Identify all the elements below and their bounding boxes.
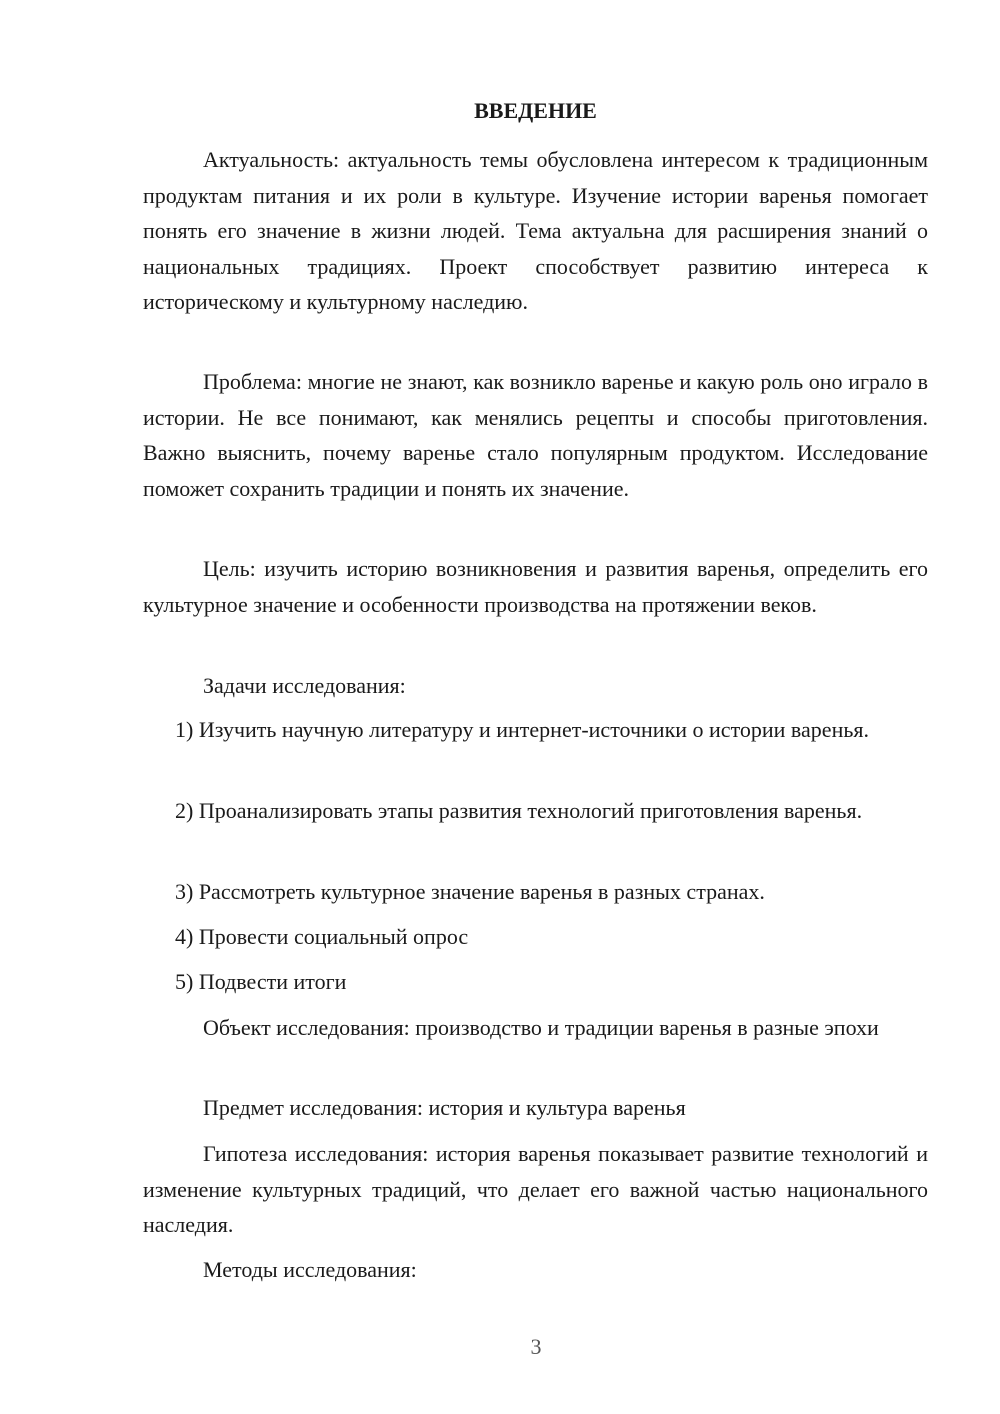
problem-paragraph: Проблема: многие не знают, как возникло варенье и какую роль оно играло в истории. Не все понимают, как менялись рецепты и способы приготовления. Важно выяснить, почему варенье стало популярным продуктом. Исследование поможет сохранить традиции и понять их значение. (143, 369, 928, 501)
task-item-4: 4) Провести социальный опрос (175, 924, 469, 949)
hypothesis-paragraph: Гипотеза исследования: история варенья показывает развитие технологий и изменение культурных традиций, что делает его важной частью национального наследия. (143, 1141, 928, 1237)
tasks-heading: Задачи исследования: (203, 673, 406, 698)
goal-paragraph: Цель: изучить историю возникновения и развития варенья, определить его культурное значение и особенности производства на протяжении веков. (143, 556, 928, 617)
page-number: 3 (530, 1334, 542, 1359)
object-paragraph: Объект исследования: производство и традиции варенья в разные эпохи (203, 1015, 879, 1040)
section-heading: ВВЕДЕНИЕ (474, 98, 597, 123)
methods-heading: Методы исследования: (203, 1257, 417, 1282)
task-item-3: 3) Рассмотреть культурное значение варенья в разных странах. (175, 879, 765, 904)
task-item-5: 5) Подвести итоги (175, 969, 347, 994)
task-item-2: 2) Проанализировать этапы развития технологий приготовления варенья. (175, 798, 863, 823)
relevance-paragraph: Актуальность: актуальность темы обусловлена интересом к традиционным продуктам питания и их роли в культуре. Изучение истории варенья помогает понять его значение в жизни людей. Тема актуальна для расширения знаний о национальных традициях. Проект способствует развитию интереса к историческому и культурному наследию. (143, 147, 928, 314)
task-item-1: 1) Изучить научную литературу и интернет-источники о истории варенья. (175, 717, 869, 742)
subject-paragraph: Предмет исследования: история и культура варенья (203, 1095, 686, 1120)
